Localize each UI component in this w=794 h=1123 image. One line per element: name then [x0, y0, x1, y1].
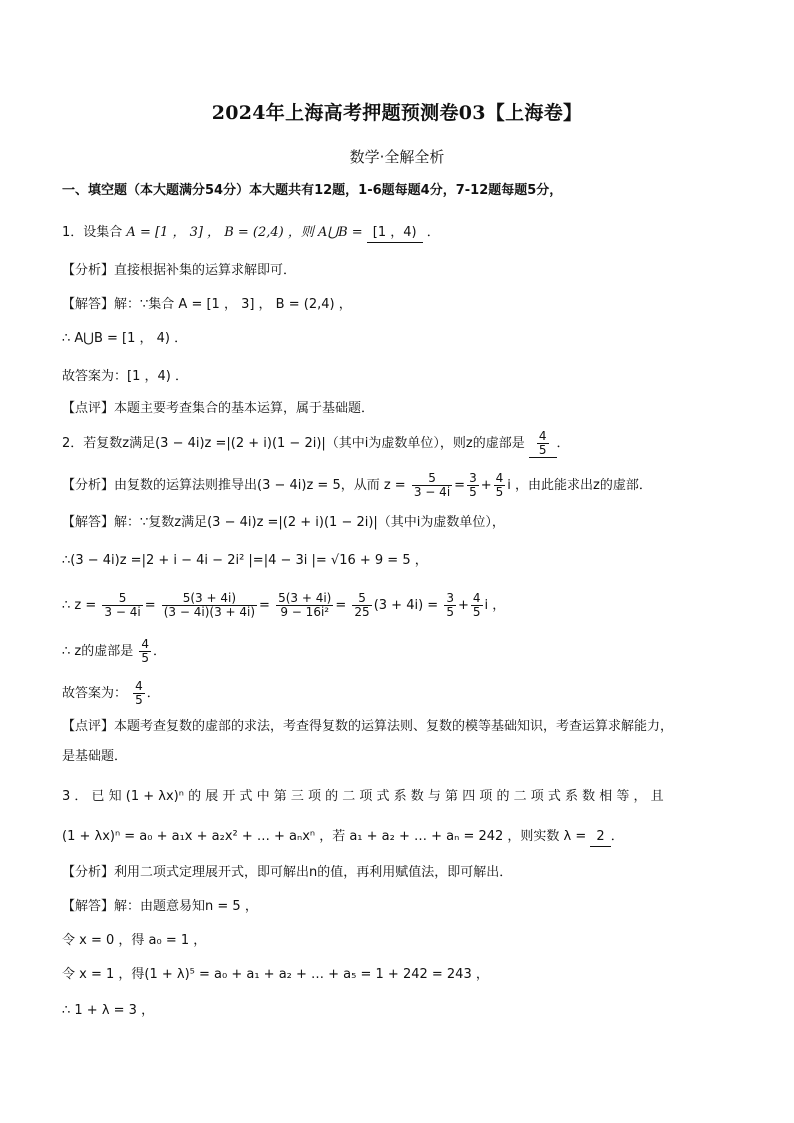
q2-step3: ∴ z的虚部是 $\frac{4}{5}$ ． [62, 637, 167, 665]
q3-solution [62, 898, 258, 916]
comment-tag: 【点评】 [62, 719, 115, 734]
q2-comment-text: 本题考查复数的虚部的求法，考查得复数的运算法则、复数的模等基础知识，考查运算求解能力， [114, 719, 674, 734]
q1-final: 故答案为：[1 ，4) ． [62, 369, 188, 384]
solution-tag: 【解答】 [62, 899, 115, 914]
frac-num: 4 [472, 591, 481, 605]
q2-step1: ∴(3 − 4i)z =|2 + i − 4i − 2i² |=|4 − 3i |= √16 + 9 = 5 ， [62, 553, 428, 568]
q1-solution [62, 296, 352, 314]
q2-comment [62, 718, 673, 736]
q1-comment [62, 400, 374, 418]
q2-step2-mid: (3 + 4i) = [373, 598, 439, 613]
q3-answer: 2 [590, 828, 610, 847]
q2-final-frac [133, 680, 145, 707]
q2-final: 故答案为： $\frac{4}{5}$ ． [62, 679, 160, 707]
q3-step1: 令 x = 0 ，得 a₀ = 1 ， [62, 933, 207, 948]
q3-stem2: (1 + λx)ⁿ = a₀ + a₁x + a₂x² + … + aₙxⁿ ，若 a₁ + a₂ + … + aₙ = 242 ，则实数 λ = 2 ． [62, 828, 624, 847]
plus-sign: + [480, 478, 492, 493]
comment-tag: 【点评】 [62, 401, 115, 416]
q2-analysis-frac1 [412, 472, 452, 499]
q2-step2: ∴ z = $\frac{5}{3 - 4i}$ = $\frac{5(3 + 4i)}{(3 - 4i)(3 + 4i)}$ = $\frac{5(3 + 4i)}{\text{9 − 16i²}}$ = $\frac{5}{25}$ (3 + 4i) = $\frac{3}{5}$ + $\frac{4}{5}$ i ， [62, 591, 506, 619]
q2-stem: 2．若复数z满足(3 − 4i)z =|(2 + i)(1 − 2i)|（其中i为虚数单位），则z的虚部是 $\frac{4}{5}$ ． [62, 429, 570, 457]
frac-den: 5 [472, 605, 481, 619]
frac-den: 5 [446, 605, 454, 619]
q2-analysis-frac2 [467, 472, 479, 499]
q2-step2-end: i ， [484, 598, 506, 613]
q1-set-b: B = (2,4) ，则 [224, 225, 314, 240]
frac-num: 5(3 + 4i) [278, 591, 332, 605]
q1-analysis [62, 262, 296, 280]
q2-comment2: 是基础题． [62, 749, 128, 764]
frac-num: 5 [102, 592, 142, 606]
q2-step2-frac1 [102, 592, 142, 619]
frac-num: 5(3 + 4i) [162, 592, 257, 606]
q2-answer-num: 4 [538, 429, 547, 443]
frac-num: 4 [141, 637, 150, 651]
frac-den: 5 [135, 693, 143, 707]
frac-den: 9 − 16i² [280, 605, 330, 619]
q2-solution-text: 解：∵复数z满足(3 − 4i)z =|(2 + i)(1 − 2i)|（其中i为虚数单位）， [114, 515, 505, 530]
q1-answer: [1 ，4) [367, 224, 423, 243]
q2-analysis-frac3 [494, 472, 506, 499]
q2-step3-frac [139, 638, 151, 665]
frac-num: 4 [495, 471, 504, 485]
q2-step2-frac3 [276, 592, 333, 619]
q3-analysis [62, 864, 512, 882]
frac-num: 3 [446, 591, 454, 605]
frac-den: 25 [354, 605, 370, 619]
q2-analysis-a: 由复数的运算法则推导出(3 − 4i)z = 5，从而 z = [114, 478, 406, 493]
q2-step2-pre: ∴ z = [62, 598, 97, 613]
analysis-tag: 【分析】 [62, 478, 115, 493]
q2-step2-frac4 [352, 592, 371, 619]
q2-step2-frac6 [471, 592, 483, 619]
doc-title: 2024年上海高考押题预测卷03【上海卷】 [211, 102, 583, 124]
q2-analysis-b: i ，由此能求出z的虚部． [507, 478, 652, 493]
eq-sign: = [454, 478, 466, 493]
q3-stem1: 3 ． 已 知 (1 + λx)ⁿ 的 展 开 式 中 第 三 项 的 二 项 式 系 数 与 第 四 项 的 二 项 式 系 数 相 等 ， 且 [62, 789, 664, 804]
frac-den: 5 [141, 651, 150, 665]
q2-solution [62, 514, 505, 532]
q2-answer [529, 430, 557, 458]
q3-stem2-text: (1 + λx)ⁿ = a₀ + a₁x + a₂x² + … + aₙxⁿ ，若 a₁ + a₂ + … + aₙ = 242 ，则实数 λ = [62, 829, 587, 844]
q1-union: A⋃B = [318, 225, 363, 240]
frac-den: 3 − 4i [104, 605, 141, 619]
frac-num: 5 [412, 472, 452, 486]
q3-analysis-text: 利用二项式定理展开式，即可解出n的值，再利用赋值法，即可解出． [114, 865, 513, 880]
section-heading: 一、填空题（本大题满分54分）本大题共有12题，1-6题每题4分，7-12题每题5分， [62, 183, 563, 198]
q2-answer-den: 5 [538, 443, 547, 457]
frac-num: 4 [135, 679, 143, 693]
q1-set-a: A = [1 ， 3] ， [126, 225, 221, 240]
q3-solution-text: 解：由题意易知n = 5 ， [114, 899, 258, 914]
q2-step2-frac2 [162, 592, 257, 619]
frac-den: 5 [495, 485, 504, 499]
frac-num: 5 [352, 592, 371, 606]
q2-step2-frac5 [444, 592, 456, 619]
frac-den: 3 − 4i [413, 485, 451, 499]
q2-step3-pre: ∴ z的虚部是 [62, 644, 134, 659]
analysis-tag: 【分析】 [62, 263, 115, 278]
q2-final-pre: 故答案为： [62, 686, 128, 701]
q2-analysis [62, 472, 652, 499]
q1-tail: ． [426, 225, 440, 240]
q1-comment-text: 本题主要考查集合的基本运算，属于基础题． [114, 401, 375, 416]
q1-stem [62, 224, 440, 243]
q1-solution-text: 解：∵集合 A = [1 ， 3] ， B = (2,4) ， [114, 297, 352, 312]
q1-analysis-text: 直接根据补集的运算求解即可． [114, 263, 297, 278]
q3-step2: 令 x = 1 ，得(1 + λ)⁵ = a₀ + a₁ + a₂ + … + a₅ = 1 + 242 = 243 ， [62, 967, 489, 982]
frac-den: 5 [469, 485, 477, 499]
q3-step3: ∴ 1 + λ = 3 ， [62, 1003, 155, 1018]
solution-tag: 【解答】 [62, 515, 115, 530]
doc-subtitle: 数学·全解全析 [349, 148, 445, 166]
frac-num: 3 [469, 471, 477, 485]
q1-stem-text: 1．设集合 [62, 225, 123, 240]
solution-tag: 【解答】 [62, 297, 115, 312]
q2-stem-text: 2．若复数z满足(3 − 4i)z =|(2 + i)(1 − 2i)|（其中i为虚数单位），则z的虚部是 [62, 436, 525, 451]
q1-step1: ∴ A⋃B = [1 ， 4) ． [62, 331, 188, 346]
analysis-tag: 【分析】 [62, 865, 115, 880]
frac-den: (3 − 4i)(3 + 4i) [163, 605, 256, 619]
